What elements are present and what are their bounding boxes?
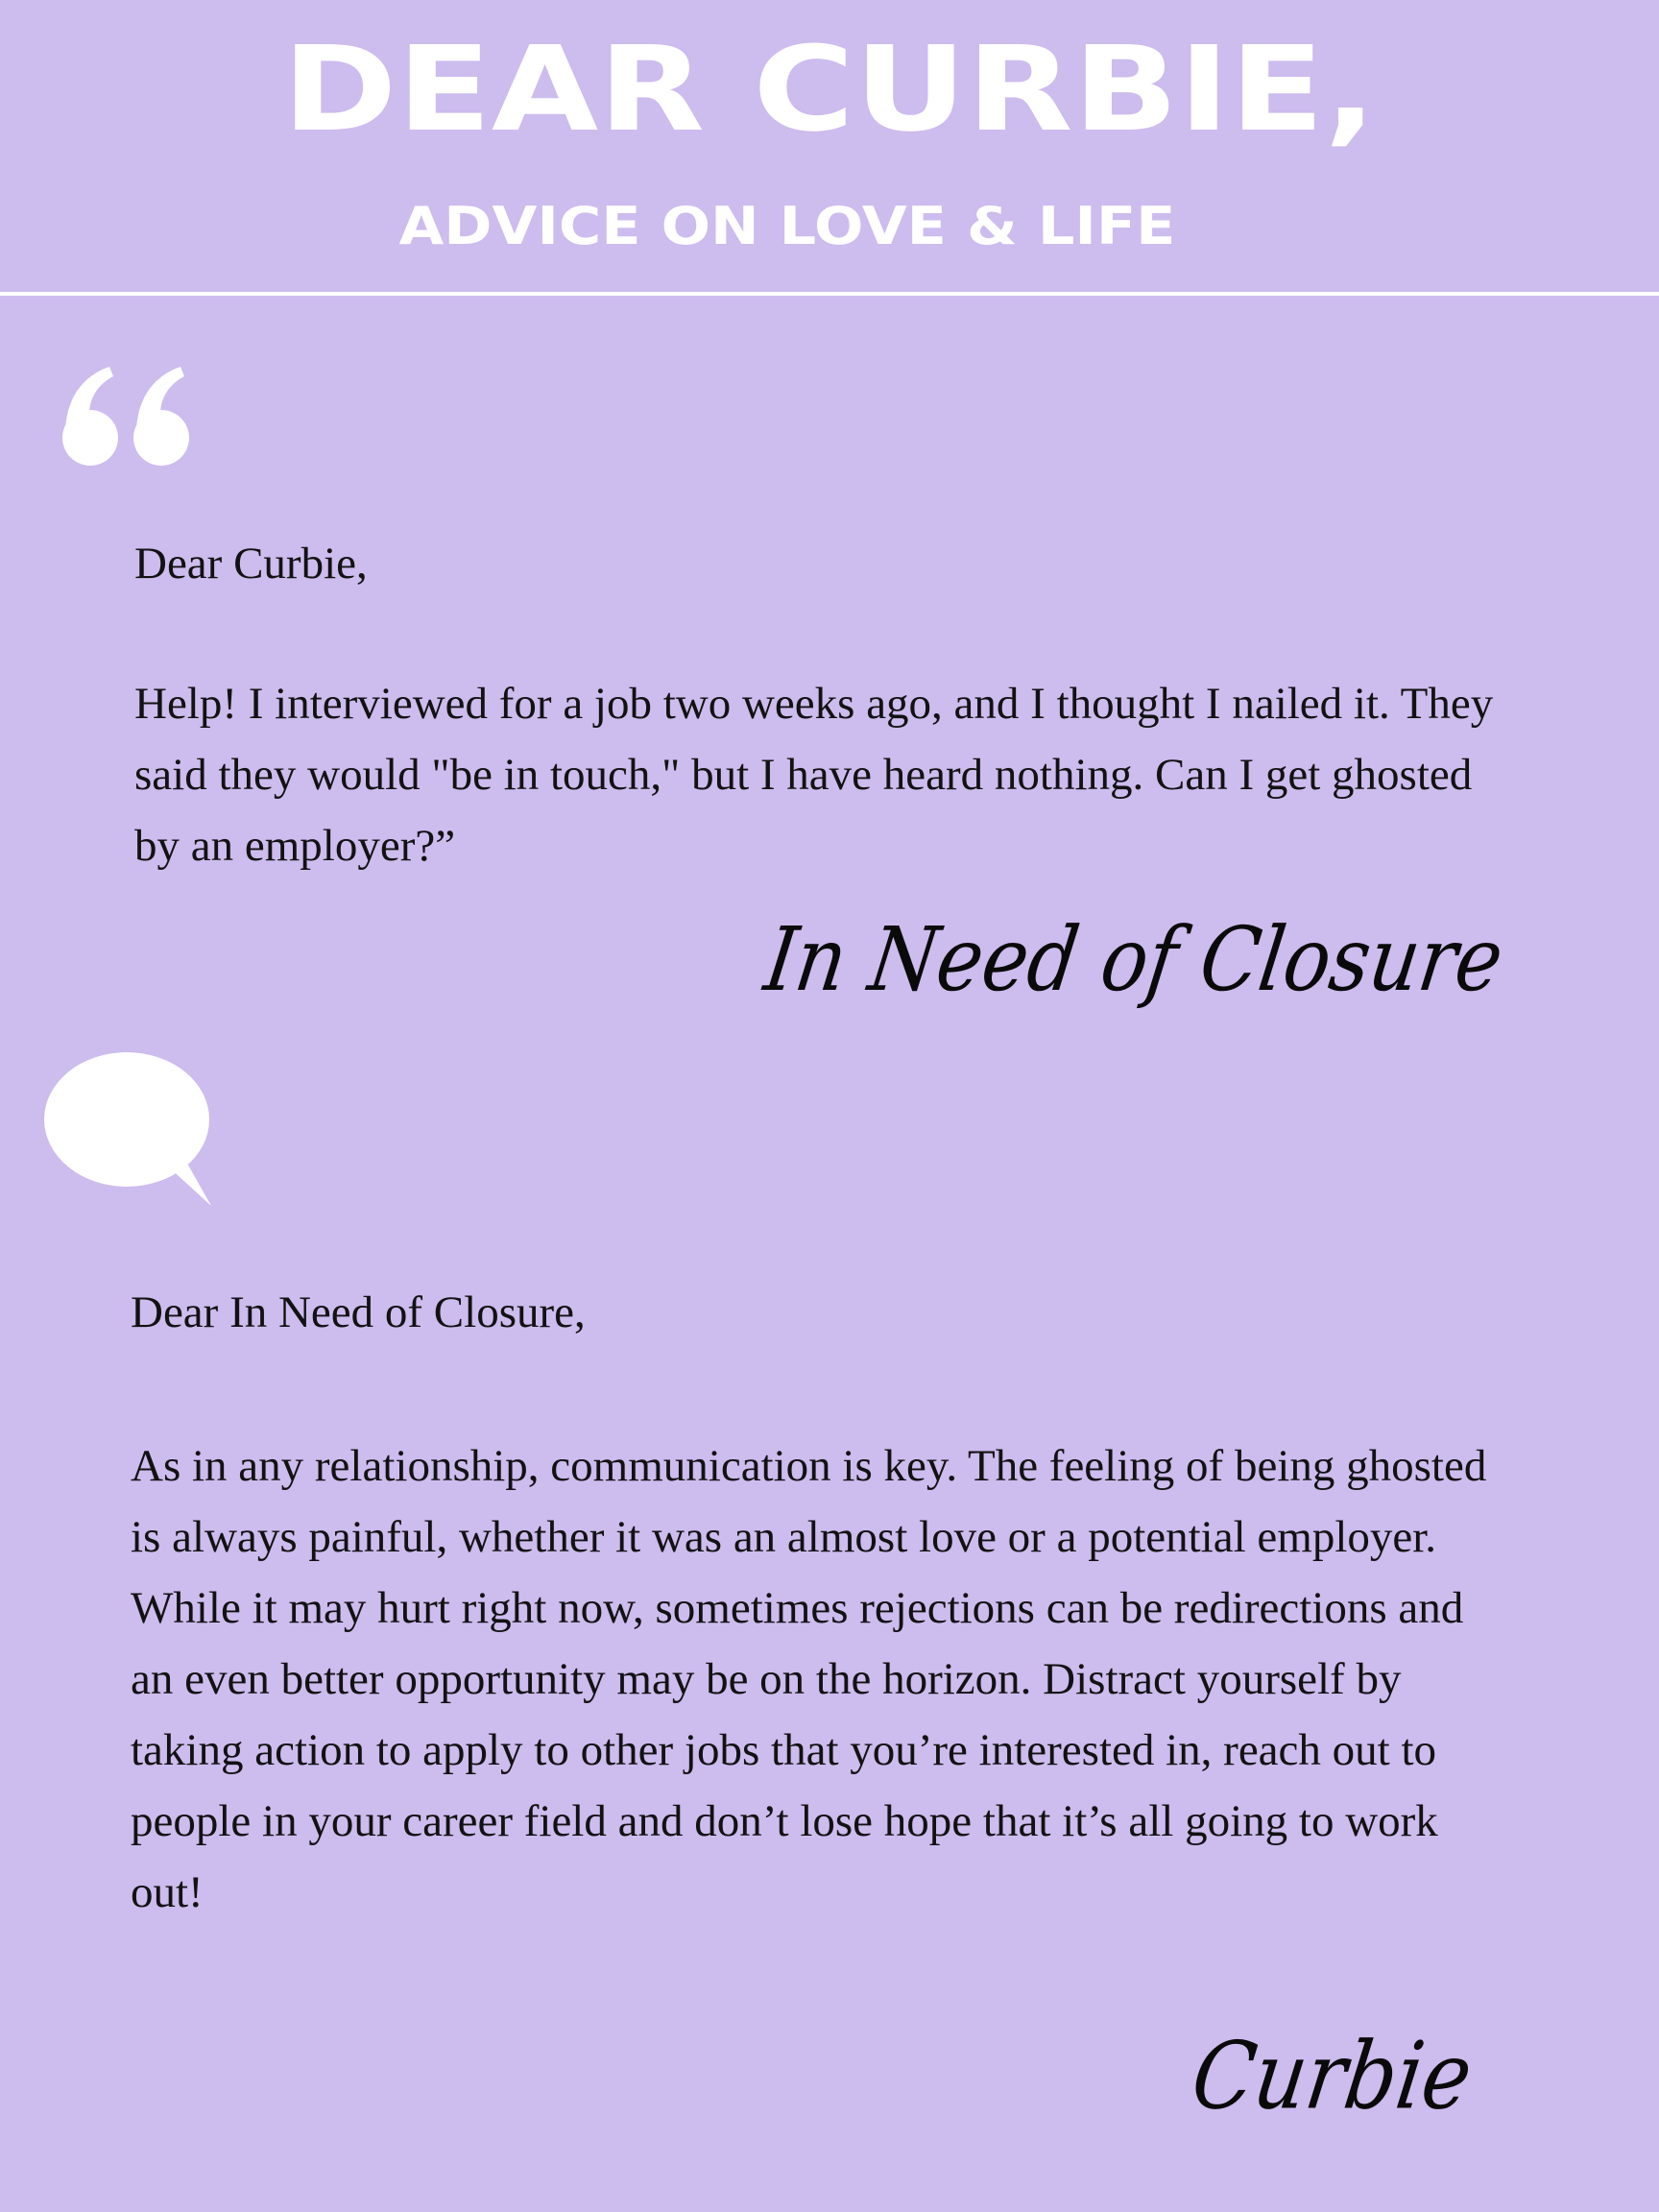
- quote-icon: [58, 363, 194, 467]
- reply-signature: Curbie: [1186, 2021, 1479, 2130]
- header-divider: [0, 292, 1659, 296]
- page-subtitle: ADVICE ON LOVE & LIFE: [398, 196, 1176, 256]
- reply-greeting: Dear In Need of Closure,: [131, 1287, 586, 1337]
- page-title: DEAR CURBIE,: [282, 21, 1377, 157]
- speech-bubble-icon: [42, 1050, 213, 1208]
- letter-body: Help! I interviewed for a job two weeks ago, and I thought I nailed it. They said they would "be in touch," but I have heard nothing. Can I get ghosted by an employer?”: [134, 679, 1494, 871]
- letter-greeting: Dear Curbie,: [134, 539, 368, 589]
- reply-body: As in any relationship, communication is key. The feeling of being ghosted is always painful, whether it was an almost love or a potential employer. While it may hurt right now, sometimes rejections can be redirections and an even better opportunity may be on the horizon. Distract yourself by taking action to apply to other jobs that you’re interested in, reach out to people in your career field and don’t lose hope that it’s all going to work out!: [131, 1441, 1487, 1917]
- letter-signature: In Need of Closure: [758, 907, 1509, 1011]
